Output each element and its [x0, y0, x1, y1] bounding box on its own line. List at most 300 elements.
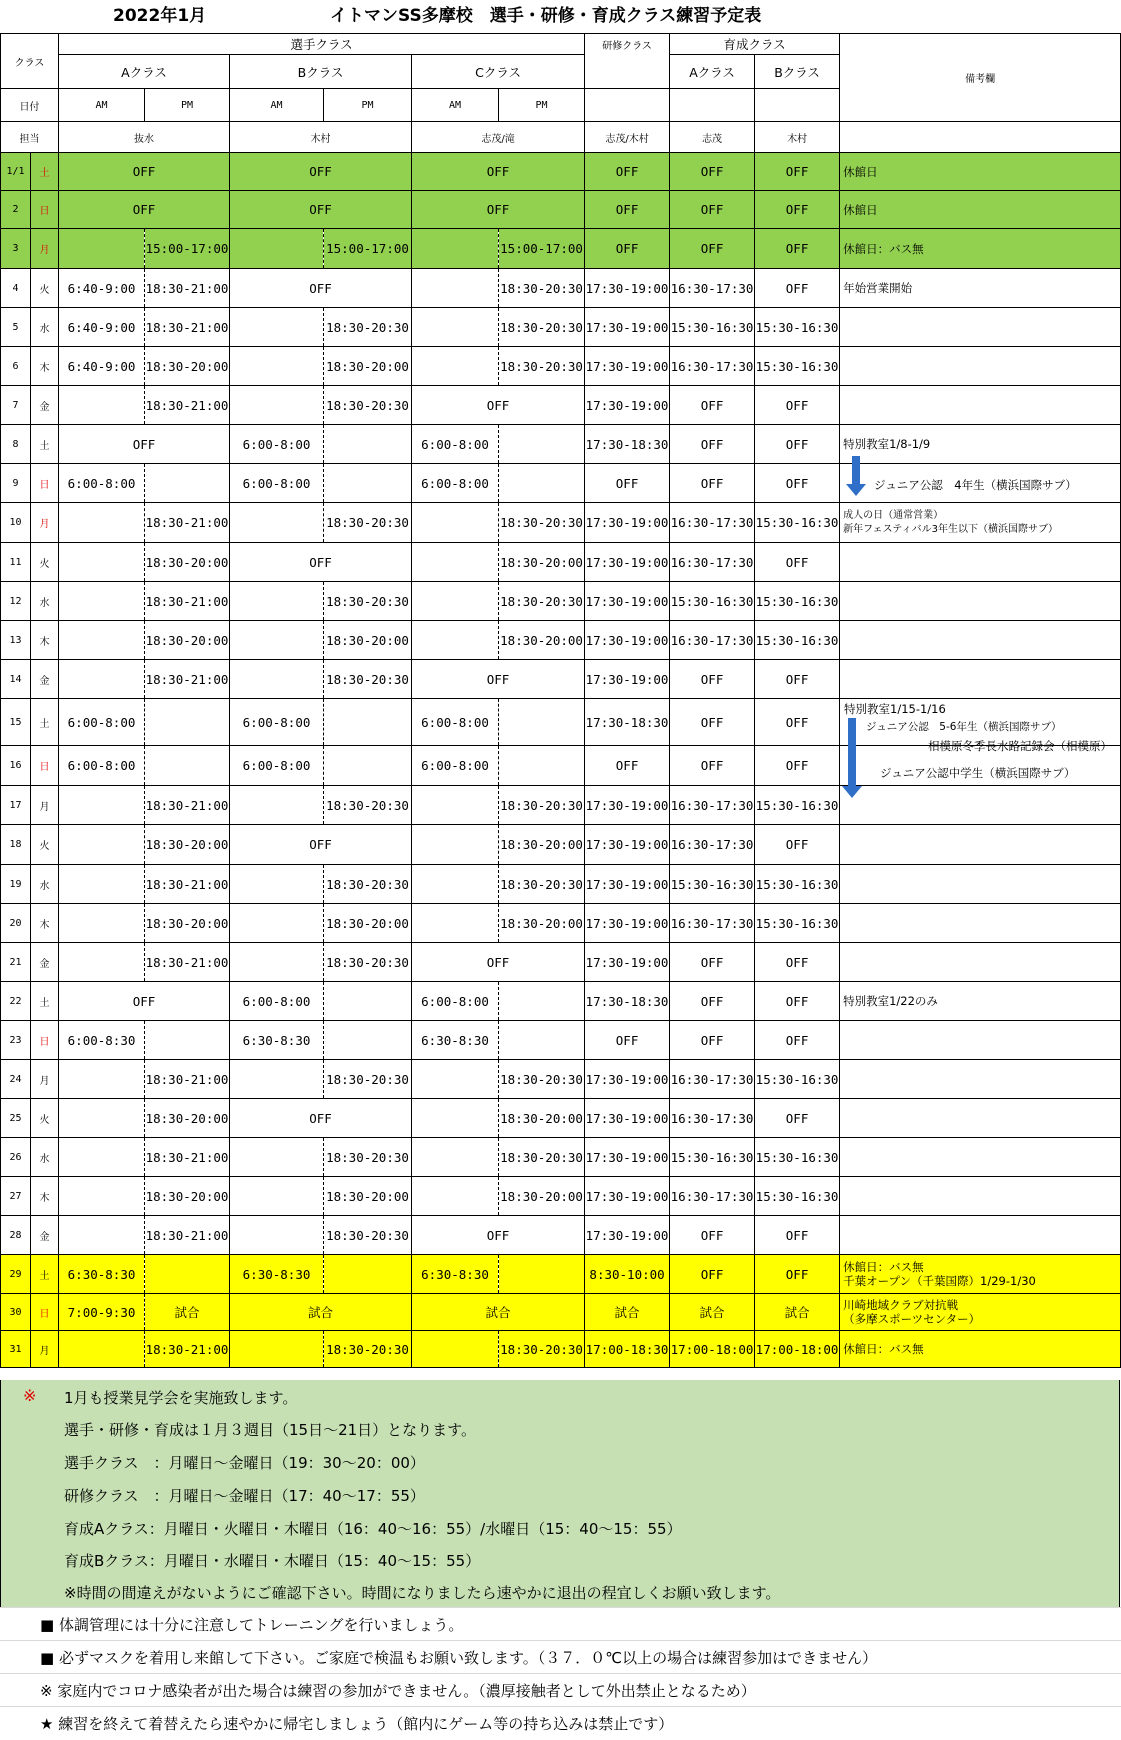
schedule-cell: 6:30-8:30: [412, 1255, 499, 1294]
date-cell: 5: [1, 308, 31, 347]
weekday-cell: 水: [31, 308, 59, 347]
schedule-cell: OFF: [585, 229, 670, 269]
schedule-cell: [59, 503, 145, 543]
schedule-row: [1, 943, 1121, 982]
rule-line: ■ 必ずマスクを着用し来館して下さい。ご家庭で検温もお願い致します。（３７．０℃以上の場合は練習参加はできません）: [40, 1649, 878, 1667]
date-cell: 4: [1, 269, 31, 308]
tanto-kenshu: 志茂/木村: [585, 122, 670, 153]
schedule-cell: [230, 904, 324, 943]
schedule-cell: 18:30-21:00: [145, 386, 230, 425]
schedule-cell: OFF: [755, 699, 840, 746]
schedule-cell: 8:30-10:00: [585, 1255, 670, 1294]
schedule-cell: OFF: [59, 191, 230, 229]
schedule-cell: 17:30-19:00: [585, 825, 670, 865]
schedule-cell: 18:30-20:30: [324, 786, 412, 825]
schedule-cell: [59, 786, 145, 825]
schedule-cell: OFF: [755, 386, 840, 425]
schedule-cell: OFF: [755, 425, 840, 464]
schedule-cell: 18:30-20:30: [499, 1331, 585, 1368]
schedule-cell: 18:30-20:00: [499, 825, 585, 865]
schedule-row: [1, 1294, 1121, 1331]
remarks-cell: [840, 1060, 1121, 1099]
schedule-cell: [59, 825, 145, 865]
schedule-cell: 18:30-20:30: [499, 503, 585, 543]
schedule-cell: OFF: [755, 982, 840, 1021]
kenshu-empty-cell: [585, 55, 670, 89]
remarks-cell: [840, 1331, 1121, 1368]
schedule-cell: 16:30-17:30: [670, 825, 755, 865]
schedule-cell: 試合: [585, 1294, 670, 1331]
date-cell: 26: [1, 1138, 31, 1177]
schedule-cell: 17:30-19:00: [585, 904, 670, 943]
schedule-cell: [230, 786, 324, 825]
schedule-cell: [412, 269, 499, 308]
schedule-cell: 18:30-20:30: [324, 865, 412, 904]
weekday-cell: 日: [31, 746, 59, 786]
schedule-cell: 17:30-19:00: [585, 386, 670, 425]
schedule-cell: 6:30-8:30: [230, 1255, 324, 1294]
weekday-cell: 土: [31, 153, 59, 191]
schedule-cell: 17:30-19:00: [585, 582, 670, 621]
schedule-cell: [145, 464, 230, 503]
date-cell: 20: [1, 904, 31, 943]
schedule-cell: 16:30-17:30: [670, 1099, 755, 1138]
schedule-cell: 15:30-16:30: [755, 786, 840, 825]
schedule-cell: 18:30-20:30: [499, 347, 585, 386]
schedule-cell: [145, 746, 230, 786]
schedule-cell: 18:30-20:00: [499, 904, 585, 943]
schedule-cell: OFF: [755, 153, 840, 191]
schedule-cell: [145, 1255, 230, 1294]
schedule-cell: OFF: [230, 191, 412, 229]
schedule-cell: 16:30-17:30: [670, 1177, 755, 1216]
weekday-cell: 土: [31, 699, 59, 746]
date-cell: 16: [1, 746, 31, 786]
schedule-cell: [59, 1099, 145, 1138]
schedule-cell: OFF: [755, 943, 840, 982]
schedule-cell: 17:00-18:00: [670, 1331, 755, 1368]
schedule-cell: 18:30-20:30: [499, 1060, 585, 1099]
schedule-cell: OFF: [755, 229, 840, 269]
schedule-cell: OFF: [670, 943, 755, 982]
schedule-cell: 18:30-21:00: [145, 660, 230, 699]
schedule-cell: OFF: [755, 1216, 840, 1255]
schedule-cell: 18:30-20:30: [499, 582, 585, 621]
schedule-cell: 試合: [412, 1294, 585, 1331]
schedule-cell: 18:30-21:00: [145, 865, 230, 904]
schedule-cell: [59, 865, 145, 904]
schedule-cell: OFF: [755, 825, 840, 865]
remarks-cell: [840, 543, 1121, 582]
weekday-cell: 木: [31, 347, 59, 386]
schedule-cell: OFF: [412, 1216, 585, 1255]
schedule-cell: OFF: [755, 1021, 840, 1060]
schedule-cell: OFF: [585, 746, 670, 786]
date-cell: 7: [1, 386, 31, 425]
date-cell: 13: [1, 621, 31, 660]
schedule-cell: [145, 699, 230, 746]
schedule-cell: 17:30-19:00: [585, 269, 670, 308]
schedule-cell: 6:40-9:00: [59, 269, 145, 308]
date-cell: 23: [1, 1021, 31, 1060]
remarks-cell: [840, 153, 1121, 191]
schedule-cell: [230, 865, 324, 904]
remark-line: 休館日：バス無: [843, 1260, 924, 1274]
schedule-cell: [145, 1021, 230, 1060]
schedule-cell: 18:30-20:30: [324, 386, 412, 425]
remarks-cell: [840, 386, 1121, 425]
weekday-cell: 月: [31, 1060, 59, 1099]
remarks-cell: [840, 269, 1121, 308]
schedule-cell: 17:30-19:00: [585, 1177, 670, 1216]
date-cell: 21: [1, 943, 31, 982]
ikusei-b-header: Bクラス: [755, 55, 840, 89]
schedule-cell: OFF: [670, 699, 755, 746]
schedule-cell: 18:30-20:00: [499, 621, 585, 660]
schedule-cell: 18:30-20:00: [499, 1177, 585, 1216]
schedule-cell: 17:30-19:00: [585, 660, 670, 699]
schedule-cell: 18:30-20:30: [499, 786, 585, 825]
schedule-cell: OFF: [755, 464, 840, 503]
remark-line: 休館日：バス無: [843, 1342, 924, 1356]
schedule-cell: 6:30-8:30: [59, 1255, 145, 1294]
notes-box: [0, 1380, 1120, 1608]
schedule-row: [1, 153, 1121, 191]
schedule-cell: 17:30-19:00: [585, 621, 670, 660]
schedule-cell: 6:00-8:00: [230, 425, 324, 464]
schedule-cell: [412, 1177, 499, 1216]
schedule-cell: 18:30-20:30: [499, 865, 585, 904]
schedule-cell: OFF: [755, 543, 840, 582]
weekday-cell: 日: [31, 464, 59, 503]
b-class-header: Bクラス: [230, 55, 412, 89]
schedule-cell: 6:00-8:00: [230, 699, 324, 746]
date-cell: 3: [1, 229, 31, 269]
schedule-row: [1, 582, 1121, 621]
schedule-row: [1, 543, 1121, 582]
schedule-row: [1, 191, 1121, 229]
weekday-cell: 金: [31, 1216, 59, 1255]
schedule-cell: [230, 582, 324, 621]
remarks-cell: [840, 1138, 1121, 1177]
schedule-cell: 6:40-9:00: [59, 308, 145, 347]
note-line: 選手・研修・育成は１月３週目（15日〜21日）となります。: [64, 1421, 476, 1439]
schedule-cell: [412, 904, 499, 943]
schedule-row: [1, 621, 1121, 660]
schedule-cell: [230, 1216, 324, 1255]
schedule-cell: [59, 660, 145, 699]
schedule-cell: 17:30-19:00: [585, 1060, 670, 1099]
schedule-cell: OFF: [670, 746, 755, 786]
schedule-cell: OFF: [670, 464, 755, 503]
weekday-cell: 火: [31, 269, 59, 308]
date-cell: 19: [1, 865, 31, 904]
remark-line: 年始営業開始: [843, 281, 913, 295]
schedule-cell: OFF: [412, 191, 585, 229]
schedule-cell: OFF: [755, 1099, 840, 1138]
remarks-cell: [840, 904, 1121, 943]
schedule-row: [1, 425, 1121, 464]
schedule-cell: 17:30-19:00: [585, 543, 670, 582]
remark-special-class-15: 特別教室1/15-1/16: [844, 702, 946, 716]
tanto-ikusei-a: 志茂: [670, 122, 755, 153]
schedule-cell: [499, 425, 585, 464]
schedule-cell: 16:30-17:30: [670, 621, 755, 660]
schedule-cell: 6:00-8:00: [59, 464, 145, 503]
schedule-row: [1, 982, 1121, 1021]
schedule-row: [1, 1060, 1121, 1099]
schedule-cell: [59, 904, 145, 943]
schedule-cell: OFF: [585, 153, 670, 191]
page-title: イトマンSS多摩校 選手・研修・育成クラス練習予定表: [330, 6, 762, 26]
schedule-cell: [324, 746, 412, 786]
schedule-cell: OFF: [670, 1255, 755, 1294]
schedule-cell: 6:00-8:30: [59, 1021, 145, 1060]
weekday-cell: 水: [31, 1138, 59, 1177]
weekday-cell: 月: [31, 1331, 59, 1368]
schedule-cell: [59, 1138, 145, 1177]
schedule-cell: 17:30-19:00: [585, 347, 670, 386]
schedule-cell: OFF: [755, 191, 840, 229]
note-line: 育成Bクラス：月曜日・水曜日・木曜日（15：40〜15：55）: [64, 1552, 481, 1570]
schedule-cell: OFF: [230, 269, 412, 308]
schedule-cell: [59, 229, 145, 269]
remarks-header: 備考欄: [840, 34, 1121, 122]
date-cell: 31: [1, 1331, 31, 1368]
note-line: ※時間の間違えがないようにご確認下さい。時間になりましたら速やかに退出の程宜しくお願い致します。: [64, 1584, 781, 1602]
schedule-cell: 18:30-21:00: [145, 1060, 230, 1099]
weekday-cell: 土: [31, 982, 59, 1021]
schedule-cell: 17:30-19:00: [585, 1138, 670, 1177]
schedule-cell: OFF: [230, 543, 412, 582]
schedule-cell: 17:30-19:00: [585, 865, 670, 904]
schedule-cell: 17:30-19:00: [585, 308, 670, 347]
schedule-table: [0, 33, 1121, 1368]
schedule-cell: [59, 621, 145, 660]
schedule-cell: [412, 1138, 499, 1177]
schedule-cell: [230, 503, 324, 543]
schedule-cell: [230, 943, 324, 982]
weekday-cell: 土: [31, 425, 59, 464]
ikusei-a-header: Aクラス: [670, 55, 755, 89]
remarks-cell: [840, 786, 1121, 825]
note-line: 選手クラス ：月曜日〜金曜日（19：30〜20：00）: [64, 1454, 425, 1472]
note-line: 育成Aクラス：月曜日・火曜日・木曜日（16：40〜16：55）/水曜日（15：40〜15：55）: [64, 1520, 682, 1538]
schedule-cell: 15:00-17:00: [145, 229, 230, 269]
schedule-cell: 6:00-8:00: [412, 699, 499, 746]
schedule-cell: [324, 1021, 412, 1060]
schedule-cell: [412, 825, 499, 865]
date-cell: 29: [1, 1255, 31, 1294]
schedule-cell: 15:30-16:30: [670, 582, 755, 621]
weekday-cell: 月: [31, 786, 59, 825]
remarks-cell: [840, 191, 1121, 229]
tanto-a: 抜水: [59, 122, 230, 153]
date-cell: 18: [1, 825, 31, 865]
schedule-cell: 試合: [230, 1294, 412, 1331]
schedule-cell: OFF: [670, 425, 755, 464]
remark-line: 新年フェスティバル3年生以下（横浜国際サブ）: [843, 523, 1059, 535]
tanto-c: 志茂/滝: [412, 122, 585, 153]
weekday-cell: 月: [31, 503, 59, 543]
schedule-cell: [412, 786, 499, 825]
schedule-cell: 試合: [670, 1294, 755, 1331]
schedule-cell: 18:30-20:00: [499, 1099, 585, 1138]
weekday-cell: 木: [31, 904, 59, 943]
weekday-cell: 水: [31, 865, 59, 904]
schedule-cell: OFF: [670, 386, 755, 425]
schedule-cell: [230, 1331, 324, 1368]
schedule-cell: [230, 1138, 324, 1177]
remark-junior-4th: ジュニア公認 4年生（横浜国際サブ）: [874, 478, 1077, 492]
schedule-cell: OFF: [230, 825, 412, 865]
schedule-cell: 18:30-20:00: [324, 347, 412, 386]
date-header-label: 日付: [1, 89, 59, 122]
date-cell: 10: [1, 503, 31, 543]
remark-line: 千葉オープン（千葉国際）1/29-1/30: [843, 1274, 1036, 1288]
schedule-cell: OFF: [670, 191, 755, 229]
schedule-cell: OFF: [755, 746, 840, 786]
schedule-cell: 18:30-21:00: [145, 503, 230, 543]
schedule-cell: [499, 982, 585, 1021]
schedule-cell: [230, 308, 324, 347]
date-cell: 11: [1, 543, 31, 582]
remark-line: 休館日：バス無: [843, 241, 924, 256]
schedule-cell: 18:30-20:00: [145, 621, 230, 660]
schedule-cell: 6:00-8:00: [230, 464, 324, 503]
schedule-cell: 6:00-8:00: [412, 464, 499, 503]
schedule-row: [1, 229, 1121, 269]
schedule-cell: 18:30-20:00: [324, 621, 412, 660]
schedule-cell: OFF: [755, 1255, 840, 1294]
remark-sagamihara: 相模原冬季長水路記録会（相模原）: [928, 739, 1112, 753]
schedule-cell: [59, 1216, 145, 1255]
weekday-cell: 日: [31, 1294, 59, 1331]
schedule-cell: 6:00-8:00: [230, 746, 324, 786]
a-class-header: Aクラス: [59, 55, 230, 89]
kenshu-class-header: 研修クラス: [585, 34, 670, 55]
schedule-cell: [230, 1060, 324, 1099]
schedule-cell: 18:30-21:00: [145, 582, 230, 621]
remarks-cell: [840, 308, 1121, 347]
schedule-cell: 15:30-16:30: [755, 865, 840, 904]
schedule-row: [1, 1021, 1121, 1060]
schedule-cell: OFF: [670, 1021, 755, 1060]
schedule-cell: 6:00-8:00: [412, 425, 499, 464]
schedule-cell: OFF: [670, 1216, 755, 1255]
schedule-cell: OFF: [755, 269, 840, 308]
kenshu-date-cell: [585, 89, 670, 122]
weekday-cell: 火: [31, 543, 59, 582]
schedule-cell: 15:30-16:30: [670, 308, 755, 347]
schedule-cell: OFF: [670, 229, 755, 269]
schedule-cell: OFF: [230, 153, 412, 191]
schedule-cell: OFF: [59, 153, 230, 191]
weekday-cell: 木: [31, 1177, 59, 1216]
schedule-cell: [412, 1060, 499, 1099]
schedule-cell: 16:30-17:30: [670, 347, 755, 386]
date-cell: 6: [1, 347, 31, 386]
weekday-cell: 水: [31, 582, 59, 621]
schedule-cell: 18:30-21:00: [145, 943, 230, 982]
schedule-cell: [412, 582, 499, 621]
schedule-cell: 18:30-20:30: [324, 503, 412, 543]
schedule-cell: 18:30-20:00: [324, 1177, 412, 1216]
schedule-cell: OFF: [670, 982, 755, 1021]
schedule-cell: [412, 229, 499, 269]
schedule-row: [1, 825, 1121, 865]
date-cell: 27: [1, 1177, 31, 1216]
remarks-cell: [840, 347, 1121, 386]
schedule-cell: [230, 660, 324, 699]
date-cell: 9: [1, 464, 31, 503]
schedule-cell: 6:30-8:30: [230, 1021, 324, 1060]
schedule-row: [1, 503, 1121, 543]
schedule-cell: 17:00-18:00: [755, 1331, 840, 1368]
note-line: 1月も授業見学会を実施致します。: [64, 1389, 298, 1407]
schedule-cell: 16:30-17:30: [670, 786, 755, 825]
c-class-header: Cクラス: [412, 55, 585, 89]
rule-line: ※ 家庭内でコロナ感染者が出た場合は練習の参加ができません。（濃厚接触者として外出禁止となるため）: [40, 1682, 756, 1700]
tanto-ikusei-b: 木村: [755, 122, 840, 153]
schedule-cell: [324, 1255, 412, 1294]
tanto-header-label: 担当: [1, 122, 59, 153]
schedule-cell: 6:30-8:30: [412, 1021, 499, 1060]
schedule-cell: 18:30-20:00: [145, 904, 230, 943]
schedule-cell: OFF: [585, 191, 670, 229]
date-cell: 30: [1, 1294, 31, 1331]
remarks-cell: [840, 1177, 1121, 1216]
remarks-cell: [840, 1216, 1121, 1255]
remarks-cell: [840, 229, 1121, 269]
schedule-cell: 18:30-20:00: [145, 1099, 230, 1138]
notes-mark: ※: [23, 1386, 37, 1405]
weekday-cell: 日: [31, 191, 59, 229]
schedule-cell: 16:30-17:30: [670, 904, 755, 943]
schedule-cell: 15:30-16:30: [755, 582, 840, 621]
schedule-row: [1, 1216, 1121, 1255]
weekday-cell: 火: [31, 1099, 59, 1138]
remarks-cell: [840, 1294, 1121, 1331]
schedule-cell: [230, 1177, 324, 1216]
schedule-cell: 18:30-20:30: [324, 582, 412, 621]
schedule-cell: OFF: [412, 943, 585, 982]
schedule-cell: OFF: [59, 982, 230, 1021]
schedule-cell: [499, 746, 585, 786]
weekday-cell: 金: [31, 943, 59, 982]
schedule-cell: OFF: [585, 464, 670, 503]
weekday-cell: 土: [31, 1255, 59, 1294]
schedule-cell: 15:30-16:30: [755, 904, 840, 943]
remarks-cell: [840, 982, 1121, 1021]
schedule-cell: [412, 308, 499, 347]
schedule-cell: 18:30-20:30: [324, 1060, 412, 1099]
schedule-row: [1, 865, 1121, 904]
schedule-cell: 18:30-20:30: [324, 308, 412, 347]
schedule-cell: 15:30-16:30: [755, 503, 840, 543]
schedule-cell: 17:00-18:30: [585, 1331, 670, 1368]
schedule-cell: [324, 699, 412, 746]
schedule-cell: 18:30-20:00: [499, 543, 585, 582]
schedule-cell: OFF: [59, 425, 230, 464]
schedule-cell: 15:30-16:30: [755, 1138, 840, 1177]
schedule-row: [1, 308, 1121, 347]
date-cell: 2: [1, 191, 31, 229]
a-pm-header: PM: [145, 89, 230, 122]
date-cell: 22: [1, 982, 31, 1021]
b-am-header: AM: [230, 89, 324, 122]
schedule-cell: [412, 1099, 499, 1138]
